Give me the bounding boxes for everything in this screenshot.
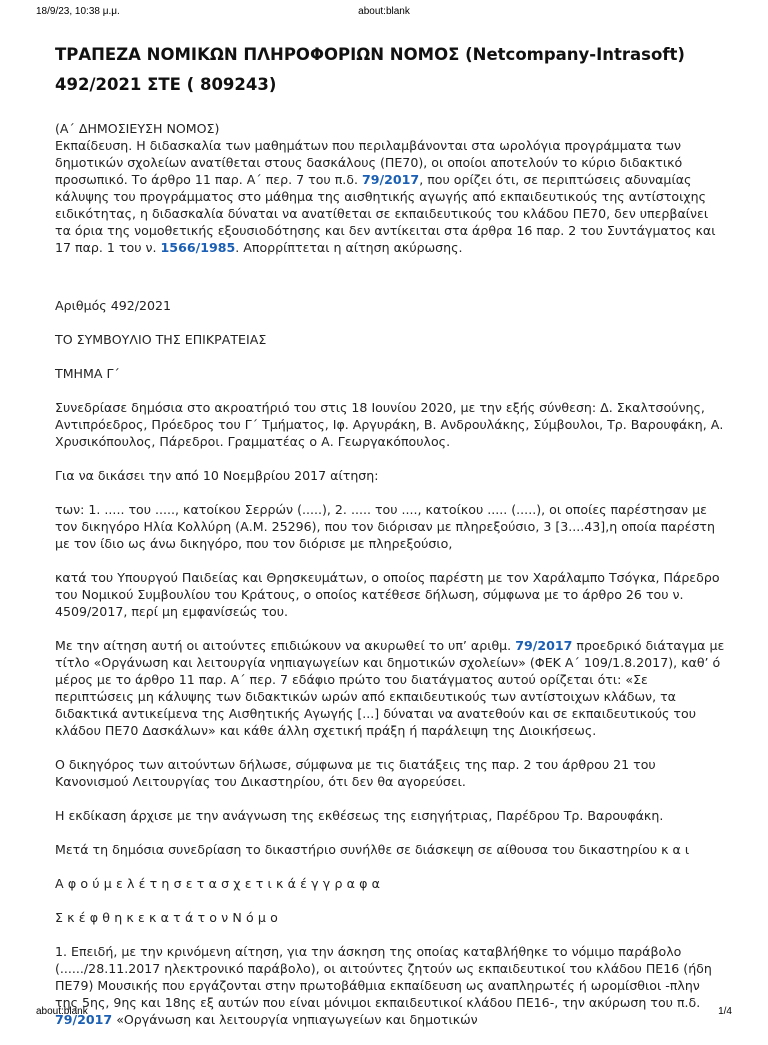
print-header [0, 6, 768, 26]
para1-text-a: 1. Επειδή, με την κρινόμενη αίτηση, για την άσκηση της οποίας καταβλήθηκε το νόμιμο παράβολο (....../28.11.2017 ηλεκτρονικό παράβολο), οι αιτούντες ζητούν ως εκπαιδευτικοί του κλάδου ΠΕ16 (ήδη ΠΕ79) Μουσικής που εργάζονται στην πρωτοβάθμια εκπαίδευση ως αναπληρωτές ή ωρομίσθιοι -πλην της 5ης, 9ης και 18ης εξ αυτών που είναι μόνιμοι εκπαιδευτικοί κλάδου ΠΕ16-, την ακύρωση του π.δ. [55, 944, 712, 1010]
title-line-2: 492/2021 ΣΤΕ ( 809243) [55, 75, 277, 94]
para1-text-b: «Οργάνωση και λειτουργία νηπιαγωγείων και δημοτικών [112, 1012, 478, 1027]
considered-law-line: Σ κ έ φ θ η κ ε κ α τ ά τ ο ν Ν ό μ ο [55, 910, 278, 925]
hearing-paragraph: Η εκδίκαση άρχισε με την ανάγνωση της εκθέσεως της εισηγήτριας, Παρέδρου Τρ. Βαρουφάκη. [55, 808, 664, 823]
decision-number: Αριθμός 492/2021 [55, 298, 172, 313]
print-url: about:blank [358, 6, 410, 17]
request-text-b: προεδρικό διάταγμα με τίτλο «Οργάνωση και λειτουργία νηπιαγωγείων και δημοτικών σχολείων» (ΦΕΚ Α΄ 109/1.8.2017), καθ’ ό μέρος με το άρθρο 11 παρ. Α΄ περ. 7 εδάφιο πρώτο του διατάγματος αυτού ορίζεται ότι: «Σε περιπτώσεις μη κάλυψης των διδακτικών ωρών από εκπαιδευτικούς των αντίστοιχων κλάδων, τα διδακτικά αντικείμενα της Αισθητικής Αγωγής [...] δύναται να ανατεθούν και σε εκπαιδευτικούς του κλάδου ΠΕ70 Δασκάλων» και κάθε άλλη σχετική πράξη ή παράλειψη της Διοικήσεως. [55, 638, 725, 738]
studied-documents-line: Α φ ο ύ μ ε λ έ τ η σ ε τ α σ χ ε τ ι κ ά έ γ γ ρ α φ α [55, 876, 381, 891]
document-body [55, 120, 725, 1028]
page-number: 1/4 [718, 1006, 732, 1017]
summary-text-b: , που ορίζει ότι, σε περιπτώσεις αδυναμίας κάλυψης του προγράμματος στο μάθημα της αισθητικής αγωγής από εκπαιδευτικούς της αντίστοιχης ειδικότητας, η διδασκαλία δύναται να ανατίθεται σε εκπαιδευτικούς του κλάδου ΠΕ70, δεν υπερβαίνει τα όρια της νομοθετικής εξουσιοδότησης και δεν αντίκειται στα άρθρα 16 παρ. 2 του Συντάγματος και 17 παρ. 1 του ν. [55, 172, 716, 255]
publication-label: (Α΄ ΔΗΜΟΣΙΕΥΣΗ ΝΟΜΟΣ) [55, 121, 220, 136]
summary-paragraph [55, 137, 725, 256]
request-text-a: Με την αίτηση αυτή οι αιτούντες επιδιώκουν να ακυρωθεί το υπ’ αριθμ. [55, 638, 516, 653]
deliberation-paragraph: Μετά τη δημόσια συνεδρίαση το δικαστήριο συνήλθε σε διάσκεψη σε αίθουσα του δικαστηρίου κ α ι [55, 842, 690, 857]
document-content [55, 40, 725, 1045]
lawyer-statement-paragraph: Ο δικηγόρος των αιτούντων δήλωσε, σύμφωνα με τις διατάξεις της παρ. 2 του άρθρου 21 του Κανονισμού Λειτουργίας του Δικαστηρίου, ότι δεν θα αγορεύσει. [55, 757, 656, 789]
summary-text-c: . Απορρίπτεται η αίτηση ακύρωσης. [235, 240, 463, 255]
council-name: ΤΟ ΣΥΜΒΟΥΛΙΟ ΤΗΣ ΕΠΙΚΡΑΤΕΙΑΣ [55, 332, 267, 347]
print-footer [0, 1006, 768, 1026]
law-link-79-2017-2[interactable]: 79/2017 [515, 638, 573, 653]
request-paragraph [55, 637, 725, 739]
law-link-79-2017[interactable]: 79/2017 [362, 172, 420, 187]
section-name: ΤΜΗΜΑ Γ΄ [55, 366, 120, 381]
law-link-1566-1985[interactable]: 1566/1985 [160, 240, 236, 255]
law-link-79-2017-3[interactable]: 79/2017 [55, 1012, 113, 1027]
title-line-1: ΤΡΑΠΕΖΑ ΝΟΜΙΚΩΝ ΠΛΗΡΟΦΟΡΙΩΝ ΝΟΜΟΣ (Netcompany-Intrasoft) [55, 45, 685, 64]
against-paragraph: κατά του Υπουργού Παιδείας και Θρησκευμάτων, ο οποίος παρέστη με τον Χαράλαμπο Τσόγκα, Πάρεδρο του Νομικού Συμβουλίου του Κράτους, ο οποίος κατέθεσε δήλωση, σύμφωνα με το άρθρο 26 του ν. 4509/2017, περί μη εμφανίσεώς του. [55, 570, 720, 619]
parties-paragraph: των: 1. ..... του ....., κατοίκου Σερρών (.....), 2. ..... του ...., κατοίκου ..... (.....), οι οποίες παρέστησαν με τον δικηγόρο Ηλία Κολλύρη (Α.Μ. 25296), που τον διόρισαν με πληρεξούσιο, 3 [3....43],η οποία παρέστη με τον ίδιο ως άνω δικηγόρο, που τον διόρισε με πληρεξούσιο, [55, 502, 715, 551]
summary-text-a: Εκπαίδευση. Η διδασκαλία των μαθημάτων που περιλαμβάνονται στα ωρολόγια προγράμματα των δημοτικών σχολείων ανατίθεται στους δασκάλους (ΠΕ70), οι οποίοι αποτελούν το κύριο διδακτικό προσωπικό. Το άρθρο 11 παρ. Α΄ περ. 7 του π.δ. [55, 138, 683, 187]
print-datetime: 18/9/23, 10:38 μ.μ. [36, 6, 120, 17]
to-judge-paragraph: Για να δικάσει την από 10 Νοεμβρίου 2017 αίτηση: [55, 468, 379, 483]
session-paragraph: Συνεδρίασε δημόσια στο ακροατήριό του στις 18 Ιουνίου 2020, με την εξής σύνθεση: Δ. Σκαλτσούνης, Αντιπρόεδρος, Πρόεδρος του Γ΄ Τμήματος, Ιφ. Αργυράκη, Β. Ανδρουλάκης, Σύμβουλοι, Τρ. Βαρουφάκη, Α. Χρυσικόπουλος, Πάρεδροι. Γραμματέας ο Α. Γεωργακόπουλος. [55, 400, 724, 449]
page-title [55, 40, 725, 100]
footer-url: about:blank [36, 1006, 88, 1017]
